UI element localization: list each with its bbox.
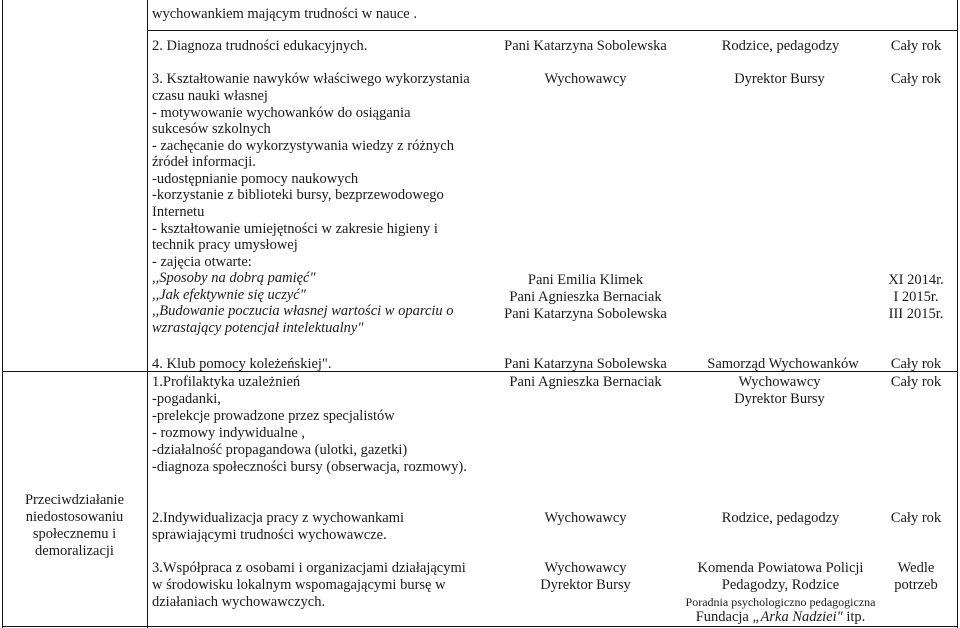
grid-line-top — [147, 30, 957, 31]
fund-suffix: itp. — [842, 609, 866, 625]
activity-line: -prelekcje prowadzone przez specjalistów — [152, 408, 395, 424]
category-line: demoralizacji — [35, 543, 114, 559]
rowB-term: Cały rok — [890, 510, 942, 526]
row1-term: Cały rok — [890, 38, 942, 54]
activity-line: -diagnoza społeczności bursy (obserwacja, rozmowy). — [152, 459, 467, 475]
activity-line: -korzystanie z biblioteki bursy, bezprzewodowego — [152, 187, 444, 203]
activity-line: źródeł informacji. — [152, 154, 256, 170]
activity-line: -pogadanki, — [152, 391, 221, 407]
category-line: społecznemu i — [32, 526, 117, 542]
rowC-term: potrzeb — [894, 577, 938, 593]
activity-line: -działalność propagandowa (ulotki, gazetki) — [152, 442, 408, 458]
activity-line: 3. Kształtowanie nawyków właściwego wykorzystania — [152, 71, 470, 87]
rowC-partner: Pedagodzy, Rodzice — [721, 577, 840, 593]
row1-partners: Rodzice, pedagodzy — [721, 38, 840, 54]
row2-teacher: Pani Katarzyna Sobolewska — [504, 306, 667, 322]
activity-line: - motywowanie wychowanków do osiągania — [152, 105, 411, 121]
rowC-partner-small: Poradnia psychologiczno pedagogiczna — [685, 595, 876, 609]
activity-line: - zajęcia otwarte: — [152, 254, 252, 270]
row2-teacher: Pani Emilia Klimek — [527, 272, 644, 288]
rowA-responsible: Pani Agnieszka Bernaciak — [509, 374, 662, 390]
topic-line: ,,Jak efektywnie się uczyć" — [152, 287, 306, 303]
row3-responsible: Pani Katarzyna Sobolewska — [504, 356, 667, 372]
topic-line: wzrastający potencjał intelektualny" — [152, 320, 364, 336]
rowC-partner: Komenda Powiatowa Policji — [697, 560, 864, 576]
rowA-term: Cały rok — [890, 374, 942, 390]
rowC-partner-fund — [678, 609, 883, 626]
fund-name: „Arka Nadziei" — [752, 609, 843, 625]
activity-line: - rozmowy indywidualne , — [152, 425, 306, 441]
rowC-activity-line: 3.Współpraca z osobami i organizacjami działającymi — [152, 560, 466, 576]
rowC-term: Wedle — [897, 560, 935, 576]
rowB-activity-line: 2.Indywidualizacja pracy z wychowankami — [152, 510, 405, 526]
category-line: Przeciwdziałanie — [24, 492, 125, 508]
activity-line: czasu nauki własnej — [152, 88, 268, 104]
rowC-activity-line: w środowisku lokalnym wspomagającymi bursę w — [152, 577, 446, 593]
grid-line-bottom — [2, 626, 957, 627]
row2-partners: Dyrektor Bursy — [734, 71, 825, 87]
activity-line: 1.Profilaktyka uzależnień — [152, 374, 301, 390]
row1-responsible: Pani Katarzyna Sobolewska — [504, 38, 667, 54]
rowA-partner: Wychowawcy — [738, 374, 821, 390]
row3-partners: Samorząd Wychowanków — [707, 356, 859, 372]
row2-date: I 2015r. — [893, 289, 939, 305]
rowA-partner: Dyrektor Bursy — [734, 391, 825, 407]
topic-line: ,,Sposoby na dobrą pamięć" — [152, 270, 316, 286]
rowB-responsible: Wychowawcy — [544, 510, 627, 526]
row2-date: XI 2014r. — [888, 272, 944, 288]
activity-line: -udostępnianie pomocy naukowych — [152, 171, 359, 187]
rowB-activity-line: sprawiającymi trudności wychowawcze. — [152, 527, 387, 543]
rowC-responsible: Wychowawcy — [544, 560, 627, 576]
row2-date: III 2015r. — [888, 306, 944, 322]
topic-line: ,,Budowanie poczucia własnej wartości w oparciu o — [152, 303, 454, 319]
activity-line: technik pracy umysłowej — [152, 237, 298, 253]
row1-activity: 2. Diagnoza trudności edukacyjnych. — [152, 38, 368, 54]
category-line: niedostosowaniu — [25, 509, 124, 525]
fund-prefix: Fundacja — [695, 609, 753, 625]
row0-activity: wychowankiem mającym trudności w nauce . — [152, 6, 417, 22]
rowB-partners: Rodzice, pedagodzy — [721, 510, 840, 526]
grid-line-category — [147, 0, 148, 628]
activity-line: sukcesów szkolnych — [152, 121, 271, 137]
rowC-activity-line: działaniach wychowawczych. — [152, 594, 326, 610]
row2-responsible: Wychowawcy — [544, 71, 627, 87]
activity-line: Internetu — [152, 204, 205, 220]
row2-teacher: Pani Agnieszka Bernaciak — [509, 289, 662, 305]
activity-line: - kształtowanie umiejętności w zakresie higieny i — [152, 221, 438, 237]
row3-term: Cały rok — [890, 356, 942, 372]
rowC-responsible: Dyrektor Bursy — [540, 577, 631, 593]
row3-activity: 4. Klub pomocy koleżeńskiej". — [152, 356, 332, 372]
row2-term: Cały rok — [890, 71, 942, 87]
activity-line: - zachęcanie do wykorzystywania wiedzy z różnych — [152, 138, 454, 154]
